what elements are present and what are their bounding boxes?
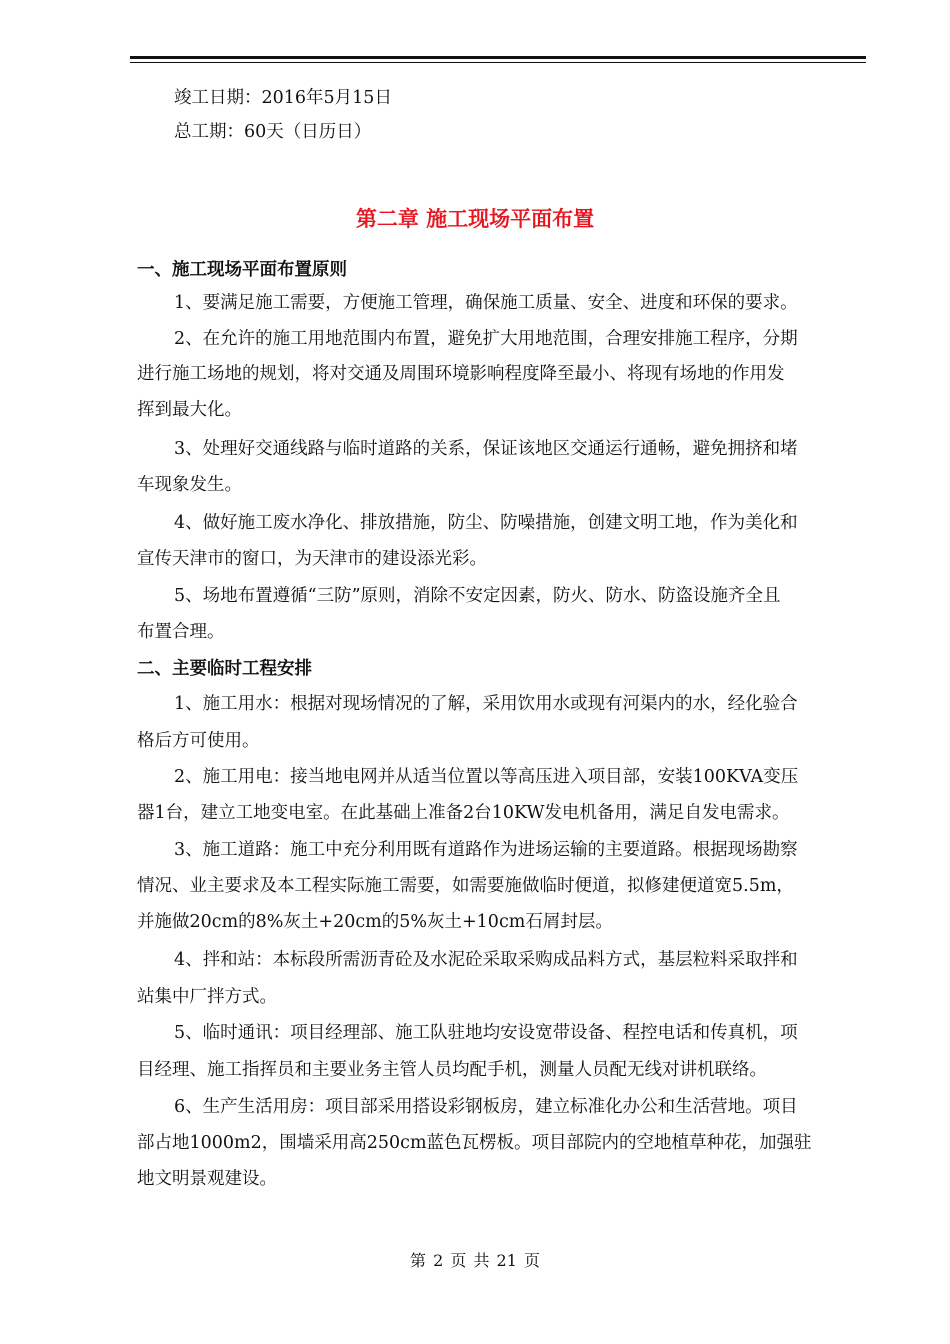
- paragraph-line: 布置合理。: [137, 622, 225, 642]
- paragraph-line: 并施做20cm的8%灰土+20cm的5%灰土+10cm石屑封层。: [137, 912, 613, 932]
- paragraph-line: 站集中厂拌方式。: [137, 987, 277, 1007]
- paragraph-line: 2、施工用电：接当地电网并从适当位置以等高压进入项目部，安装100KVA变压: [174, 767, 799, 787]
- total-duration: 总工期：60天（日历日）: [174, 122, 372, 142]
- paragraph-line: 3、处理好交通线路与临时道路的关系，保证该地区交通运行通畅，避免拥挤和堵: [174, 439, 798, 459]
- paragraph-line: 2、在允许的施工用地范围内布置，避免扩大用地范围，合理安排施工程序，分期: [174, 329, 798, 349]
- section-heading: 二、主要临时工程安排: [137, 659, 312, 679]
- paragraph-line: 地文明景观建设。: [137, 1169, 277, 1189]
- paragraph-line: 5、场地布置遵循“三防”原则，消除不安定因素，防火、防水、防盗设施齐全且: [174, 586, 781, 606]
- paragraph-line: 情况、业主要求及本工程实际施工需要，如需要施做临时便道，拟修建便道宽5.5m，: [137, 876, 794, 896]
- paragraph-line: 进行施工场地的规划，将对交通及周围环境影响程度降至最小、将现有场地的作用发: [137, 364, 785, 384]
- paragraph-line: 宣传天津市的窗口，为天津市的建设添光彩。: [137, 549, 487, 569]
- paragraph-line: 器1台，建立工地变电室。在此基础上准备2台10KW发电机备用，满足自发电需求。: [137, 803, 790, 823]
- page-number-footer: 第 2 页 共 21 页: [410, 1251, 540, 1270]
- paragraph-line: 3、施工道路：施工中充分利用既有道路作为进场运输的主要道路。根据现场勘察: [174, 840, 798, 860]
- paragraph-line: 格后方可使用。: [137, 731, 260, 751]
- paragraph-line: 挥到最大化。: [137, 400, 242, 420]
- completion-date: 竣工日期：2016年5月15日: [174, 88, 392, 108]
- paragraph-line: 车现象发生。: [137, 475, 242, 495]
- section-heading: 一、施工现场平面布置原则: [137, 260, 347, 280]
- paragraph-line: 6、生产生活用房：项目部采用搭设彩钢板房，建立标准化办公和生活营地。项目: [174, 1097, 798, 1117]
- paragraph-line: 4、做好施工废水净化、排放措施，防尘、防噪措施，创建文明工地，作为美化和: [174, 513, 798, 533]
- paragraph-line: 1、施工用水：根据对现场情况的了解，采用饮用水或现有河渠内的水，经化验合: [174, 694, 798, 714]
- paragraph-line: 目经理、施工指挥员和主要业务主管人员均配手机，测量人员配无线对讲机联络。: [137, 1060, 767, 1080]
- paragraph-line: 部占地1000m2，围墙采用高250cm蓝色瓦楞板。项目部院内的空地植草种花，加强驻: [137, 1133, 812, 1153]
- paragraph-line: 5、临时通讯：项目经理部、施工队驻地均安设宽带设备、程控电话和传真机，项: [174, 1023, 798, 1043]
- paragraph-line: 4、拌和站：本标段所需沥青砼及水泥砼采取采购成品料方式，基层粒料采取拌和: [174, 950, 798, 970]
- chapter-title: 第二章 施工现场平面布置: [355, 207, 595, 231]
- paragraph-line: 1、要满足施工需要，方便施工管理，确保施工质量、安全、进度和环保的要求。: [174, 293, 798, 313]
